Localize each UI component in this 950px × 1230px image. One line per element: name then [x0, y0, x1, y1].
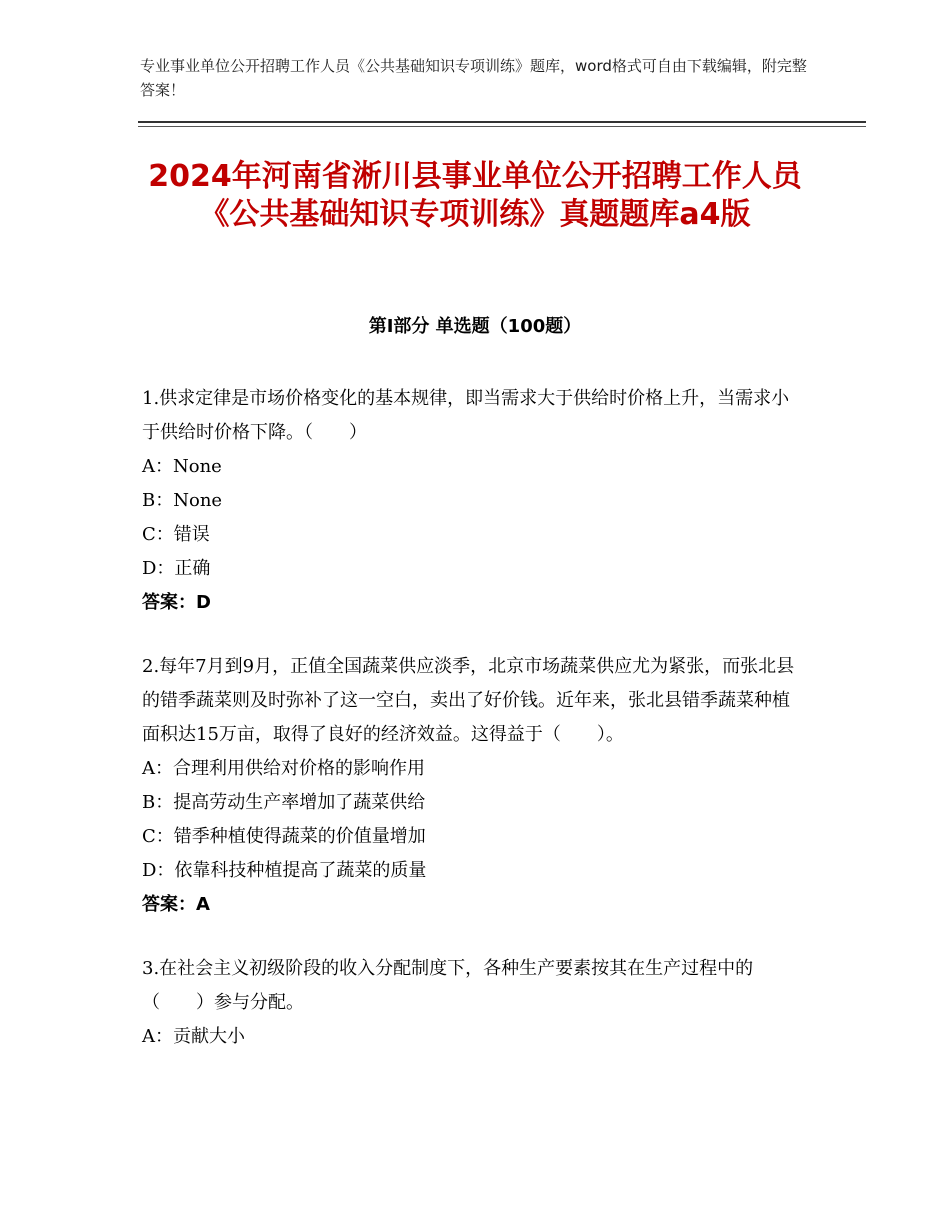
option-a: A：None: [142, 456, 222, 477]
option-b: B：None: [142, 490, 223, 511]
answer: 答案：A: [142, 894, 210, 915]
answer: 答案：D: [142, 592, 211, 613]
option-c: C：错误: [142, 524, 210, 545]
section-title: 第I部分 单选题（100题）: [368, 316, 582, 337]
question-list: [142, 382, 802, 1084]
option-b: B：提高劳动生产率增加了蔬菜供给: [142, 792, 426, 813]
question-2: [142, 650, 802, 922]
question-1: [142, 382, 802, 620]
question-3: [142, 952, 802, 1054]
header-divider-thin: [138, 126, 866, 127]
option-d: D：正确: [142, 558, 211, 579]
header-note: 专业事业单位公开招聘工作人员《公共基础知识专项训练》题库，word格式可自由下载编辑，附完整答案！: [140, 57, 807, 99]
header-divider-thick: [138, 121, 866, 123]
question-stem: 3.在社会主义初级阶段的收入分配制度下，各种生产要素按其在生产过程中的（ ）参与分配。: [142, 958, 754, 1013]
question-stem: 2.每年7月到9月，正值全国蔬菜供应淡季，北京市场蔬菜供应尤为紧张，而张北县的错季蔬菜则及时弥补了这一空白，卖出了好价钱。近年来，张北县错季蔬菜种植面积达15万亩，取得了良好的经济效益。这得益于（ ）。: [142, 656, 795, 745]
option-d: D：依靠科技种植提高了蔬菜的质量: [142, 860, 427, 881]
option-a: A：合理利用供给对价格的影响作用: [142, 758, 425, 779]
document-title: 2024年河南省淅川县事业单位公开招聘工作人员《公共基础知识专项训练》真题题库a4版: [148, 159, 802, 232]
option-c: C：错季种植使得蔬菜的价值量增加: [142, 826, 426, 847]
question-stem: 1.供求定律是市场价格变化的基本规律，即当需求大于供给时价格上升，当需求小于供给时价格下降。（ ）: [142, 388, 790, 443]
option-a: A：贡献大小: [142, 1026, 245, 1047]
